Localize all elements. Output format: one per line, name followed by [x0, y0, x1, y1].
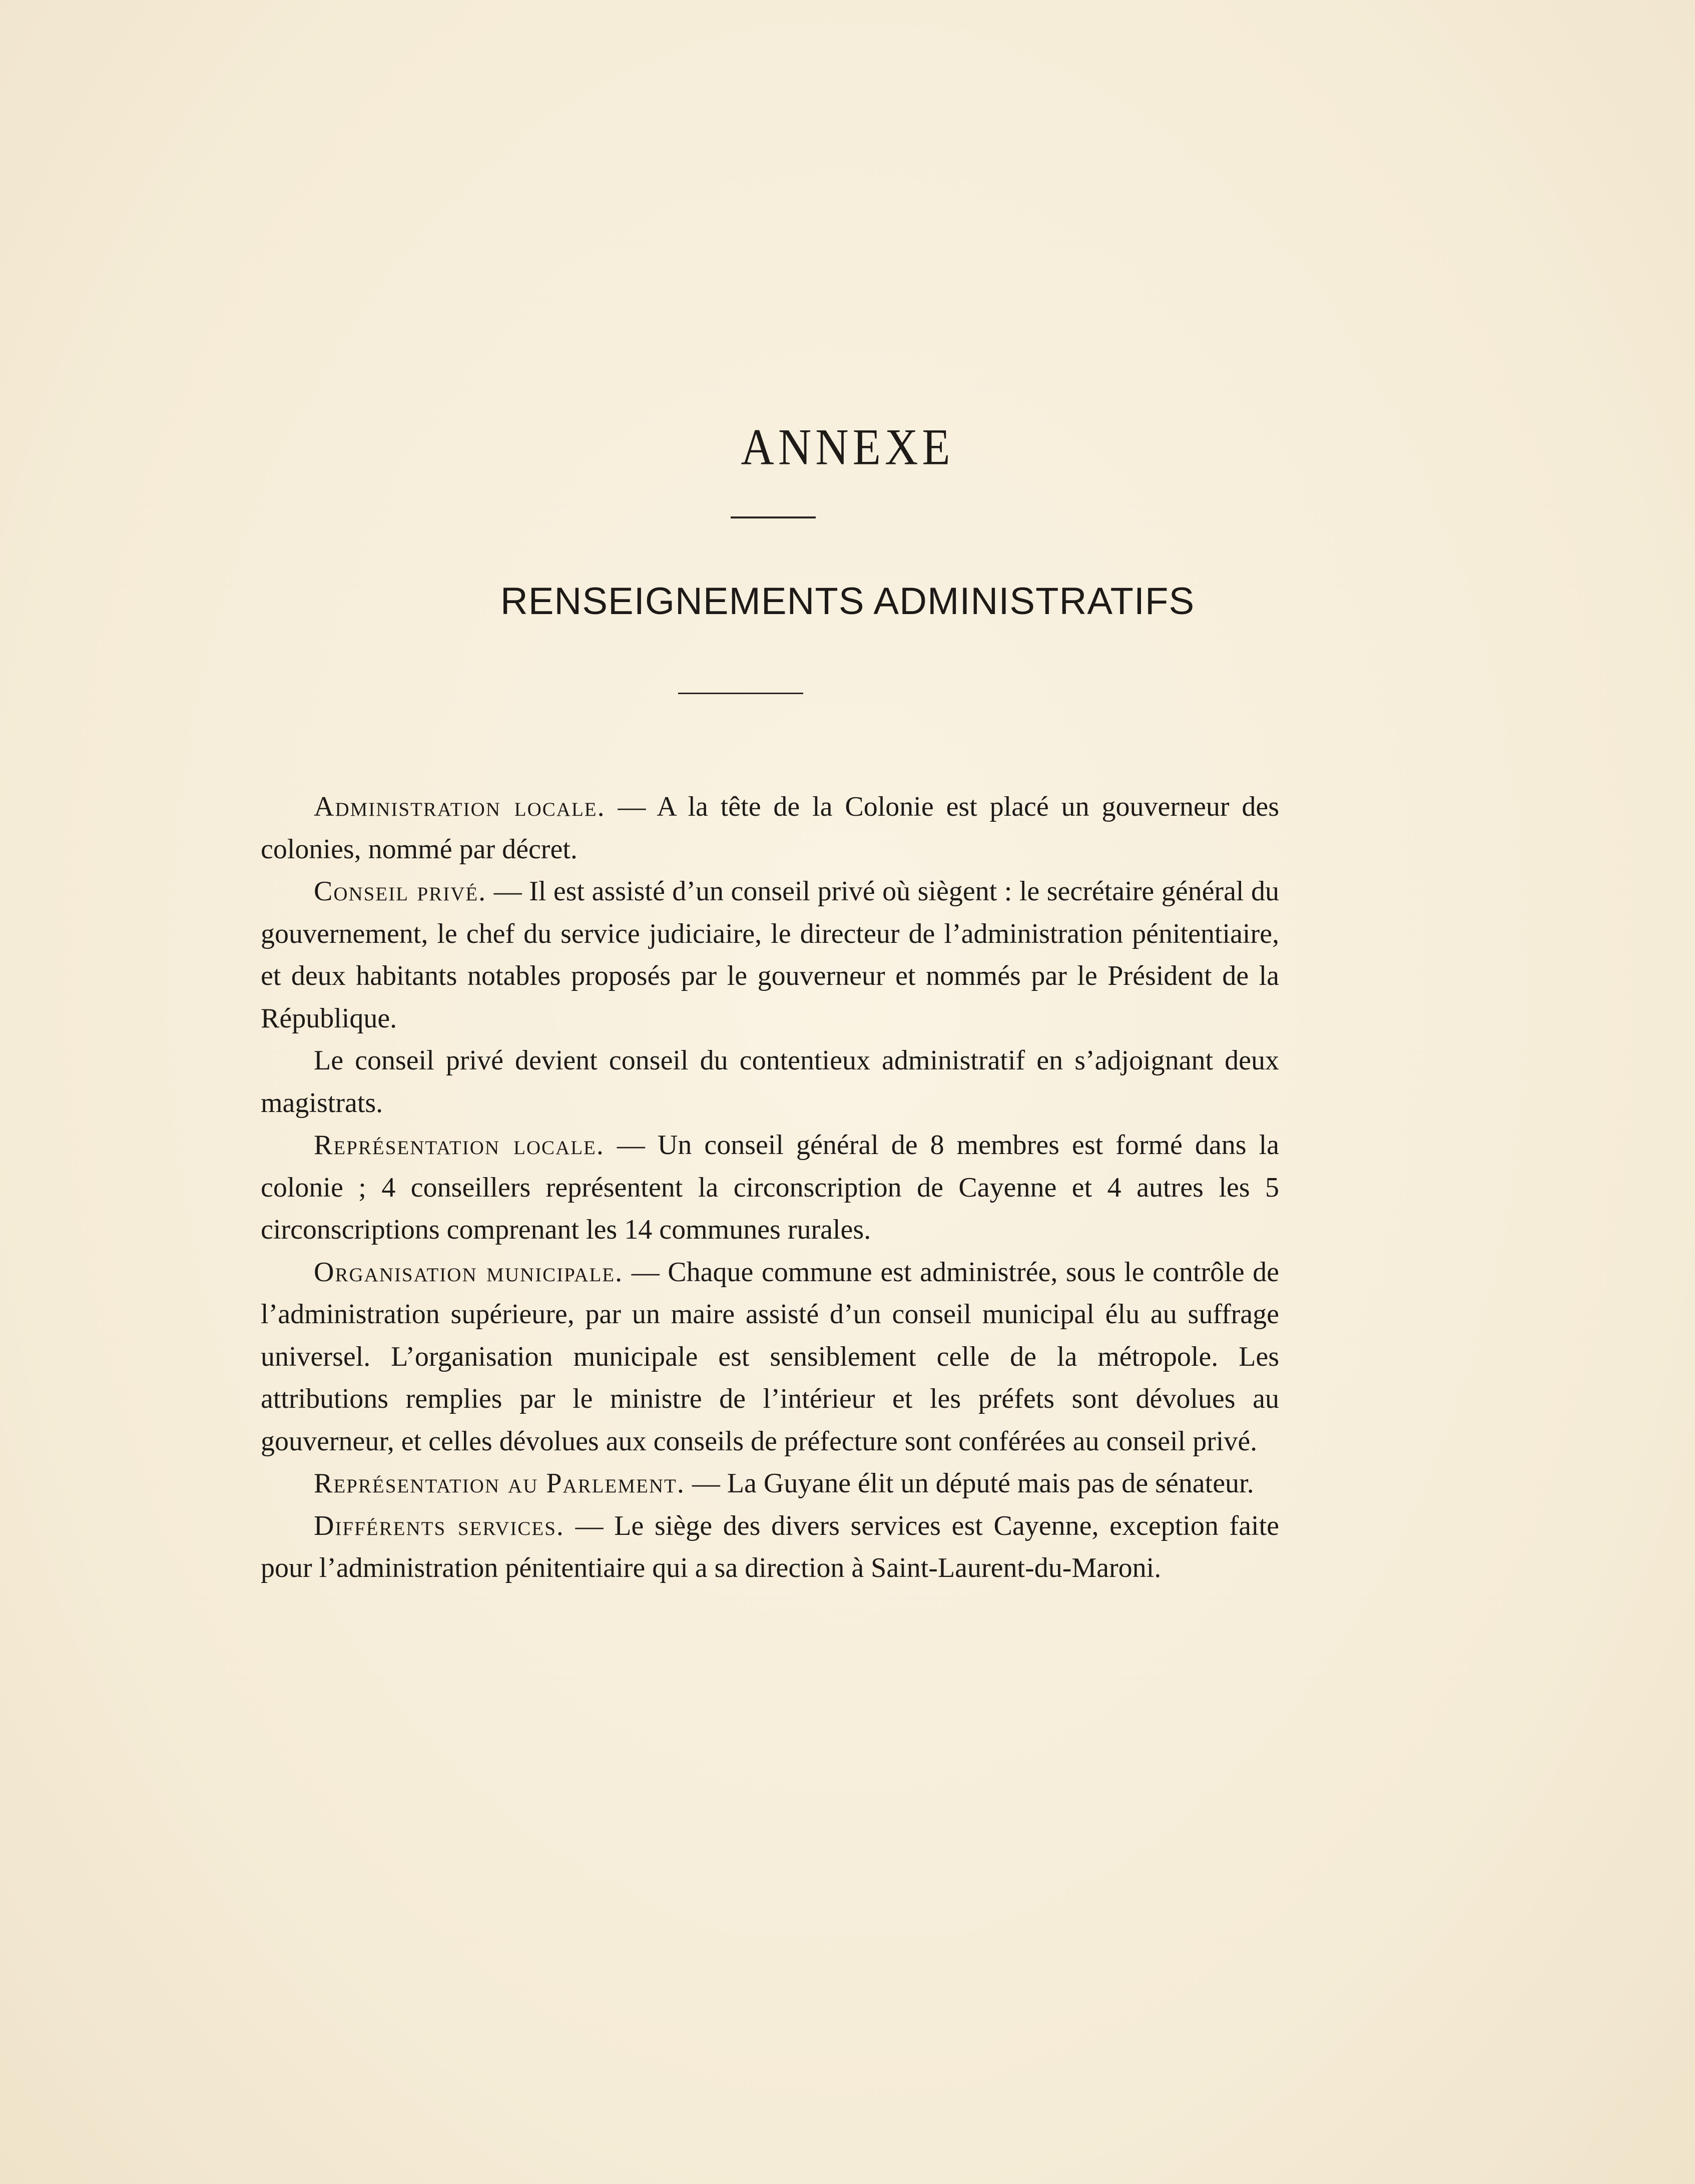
title-divider [731, 516, 816, 518]
paragraph-text: Le conseil privé devient conseil du contentieux administratif en s’adjoignant deux magistrats. [261, 1045, 1279, 1119]
paragraph-label: Conseil privé. [314, 876, 487, 907]
paragraph-contentieux [261, 1039, 1279, 1124]
paragraph-administration-locale [261, 786, 1279, 870]
paragraph-label: Organisation municipale. [314, 1256, 624, 1288]
subtitle-divider [678, 693, 803, 694]
paragraph-label: Administration locale. [314, 791, 606, 822]
paragraph-text: — Chaque commune est administrée, sous le contrôle de l’administration supérieure, par un maire assisté d’un conseil municipal élu au suffrage universel. L’organisation municipale est sensiblement celle de la métropole. Les attributions remplies par le ministre de l’intérieur et les préfets sont dévolues au gouverneur, et celles dévolues aux conseils de préfecture sont conférées au conseil privé. [261, 1256, 1279, 1457]
paragraph-conseil-prive [261, 870, 1279, 1039]
paragraph-text: — La Guyane élit un député mais pas de sénateur. [685, 1468, 1254, 1499]
paragraph-representation-parlement [261, 1462, 1279, 1505]
paragraph-label: Représentation au Parlement. [314, 1468, 685, 1499]
paragraph-text: — Le siège des divers services est Cayenne, exception faite pour l’administration pénitentiaire qui a sa direction à Saint-Laurent-du-Maroni. [261, 1510, 1279, 1583]
paragraph-differents-services [261, 1505, 1279, 1589]
page-title: ANNEXE [741, 418, 954, 476]
section-subtitle: RENSEIGNEMENTS ADMINISTRATIFS [500, 580, 1195, 623]
paragraph-text: — Il est assisté d’un conseil privé où siègent : le secrétaire général du gouvernement, le chef du service judiciaire, le directeur de l’administration pénitentiaire, et deux habitants notables proposés par le gouverneur et nommés par le Président de la République. [261, 876, 1279, 1034]
paragraph-organisation-municipale [261, 1251, 1279, 1463]
paragraph-text: — A la tête de la Colonie est placé un gouverneur des colonies, nommé par décret. [261, 791, 1279, 865]
paragraph-label: Représentation locale. [314, 1130, 605, 1161]
paragraph-text: — Un conseil général de 8 membres est formé dans la colonie ; 4 conseillers représentent la circonscription de Cayenne et 4 autres les 5 circonscriptions comprenant les 14 communes rurales. [261, 1130, 1279, 1245]
paragraph-representation-locale [261, 1124, 1279, 1251]
paragraph-label: Différents services. [314, 1510, 564, 1541]
body-text [261, 786, 1279, 1589]
